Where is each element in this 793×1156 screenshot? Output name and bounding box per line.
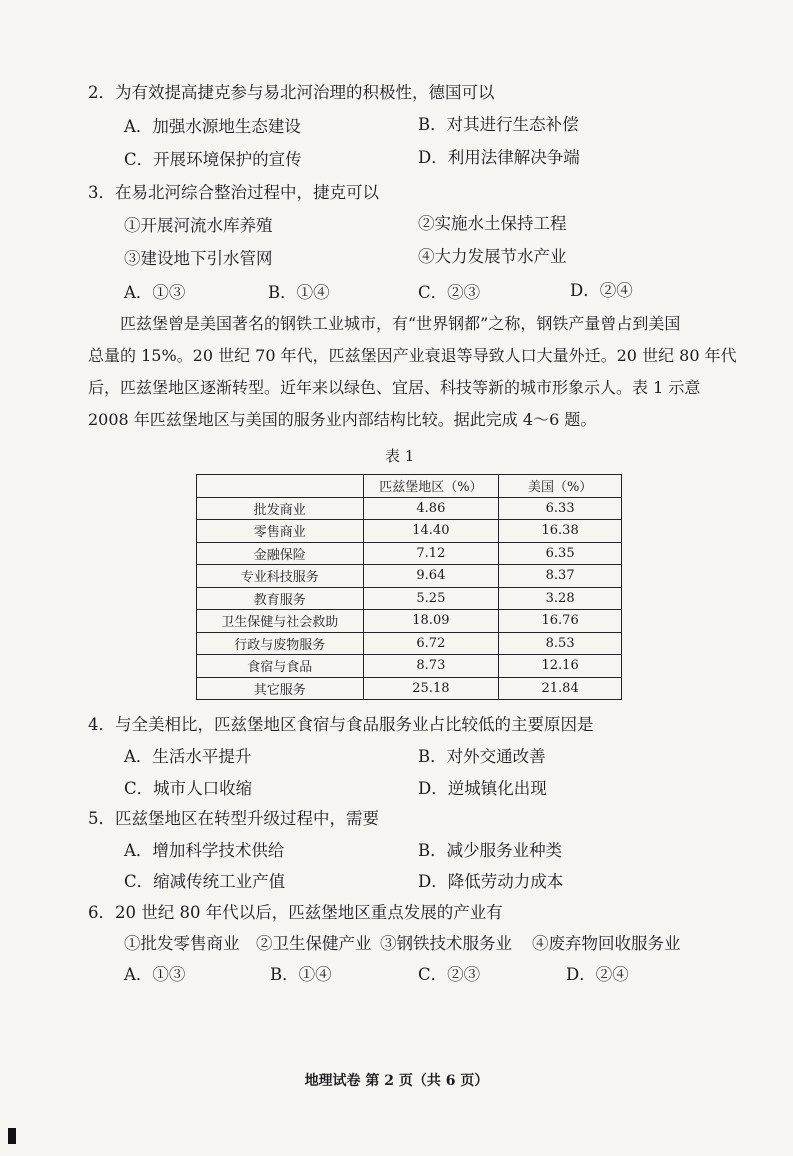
passage-line-2: 总量的 15%。20 世纪 70 年代，匹兹堡因产业衰退等导致人口大量外迁。20 世纪 80 年代	[88, 346, 737, 365]
table-cell-usa: 8.37	[499, 565, 622, 588]
table-cell-category: 教育服务	[197, 587, 364, 610]
q4-option-b: B．对外交通改善	[418, 747, 546, 766]
table-cell-category: 金融保险	[197, 542, 364, 565]
q4-option-d: D．逆城镇化出现	[418, 779, 547, 798]
q3-item-2: ②实施水土保持工程	[418, 214, 567, 233]
table-row	[197, 565, 622, 588]
q6-item-2: ②卫生保健产业	[256, 934, 372, 953]
q6-option-c: C．②③	[418, 965, 481, 984]
table-cell-pittsburgh: 14.40	[363, 520, 499, 543]
passage-line-3: 后，匹兹堡地区逐渐转型。近年来以绿色、宜居、科技等新的城市形象示人。表 1 示意	[88, 378, 701, 397]
q5-stem: 5．匹兹堡地区在转型升级过程中，需要	[88, 809, 379, 828]
q6-option-a: A．①③	[124, 965, 186, 984]
table-header-row	[197, 475, 622, 498]
table-caption: 表 1	[385, 447, 415, 465]
table-cell-pittsburgh: 7.12	[363, 542, 499, 565]
table-cell-pittsburgh: 5.25	[363, 587, 499, 610]
table-cell-pittsburgh: 25.18	[363, 677, 499, 700]
table-cell-usa: 6.33	[499, 497, 622, 520]
table-cell-usa: 16.38	[499, 520, 622, 543]
passage-line-4: 2008 年匹兹堡地区与美国的服务业内部结构比较。据此完成 4～6 题。	[88, 410, 597, 429]
passage-line-1: 匹兹堡曾是美国著名的钢铁工业城市，有“世界钢都”之称，钢铁产量曾占到美国	[120, 314, 681, 333]
table-row	[197, 587, 622, 610]
table-cell-category: 零售商业	[197, 520, 364, 543]
q3-option-d: D．②④	[570, 281, 633, 300]
table-row	[197, 610, 622, 633]
q3-option-c: C．②③	[418, 283, 481, 302]
q3-option-b: B．①④	[268, 283, 330, 302]
q3-item-1: ①开展河流水库养殖	[124, 216, 273, 235]
q6-item-3: ③钢铁技术服务业	[380, 934, 512, 953]
table-cell-pittsburgh: 4.86	[363, 497, 499, 520]
q5-option-b: B．减少服务业种类	[418, 841, 563, 860]
table-cell-pittsburgh: 18.09	[363, 610, 499, 633]
table-cell-category: 行政与废物服务	[197, 632, 364, 655]
q3-item-3: ③建设地下引水管网	[124, 249, 273, 268]
q6-item-4: ④废弃物回收服务业	[532, 934, 681, 953]
table-row	[197, 520, 622, 543]
table-cell-usa: 8.53	[499, 632, 622, 655]
table-row	[197, 655, 622, 678]
table-cell-category: 其它服务	[197, 677, 364, 700]
table-cell-usa: 6.35	[499, 542, 622, 565]
q6-option-b: B．①④	[270, 965, 332, 984]
table-cell-category: 食宿与食品	[197, 655, 364, 678]
q6-stem: 6．20 世纪 80 年代以后，匹兹堡地区重点发展的产业有	[88, 903, 503, 922]
q3-stem: 3．在易北河综合整治过程中，捷克可以	[88, 183, 379, 202]
header-usa: 美国（%）	[499, 475, 622, 498]
table-cell-category: 批发商业	[197, 497, 364, 520]
service-structure-table	[196, 474, 622, 700]
table-row	[197, 542, 622, 565]
table-cell-category: 卫生保健与社会救助	[197, 610, 364, 633]
q5-option-a: A．增加科学技术供给	[124, 841, 285, 860]
table-cell-pittsburgh: 6.72	[363, 632, 499, 655]
q2-option-c: C．开展环境保护的宣传	[124, 150, 302, 169]
q2-option-a: A．加强水源地生态建设	[124, 117, 301, 136]
scan-edge-mark	[8, 1128, 16, 1144]
table-row	[197, 632, 622, 655]
table-cell-usa: 3.28	[499, 587, 622, 610]
q3-item-4: ④大力发展节水产业	[418, 247, 567, 266]
q3-option-a: A．①③	[124, 283, 186, 302]
table-cell-usa: 21.84	[499, 677, 622, 700]
q4-option-c: C．城市人口收缩	[124, 779, 253, 798]
q2-option-b: B．对其进行生态补偿	[418, 115, 579, 134]
q4-stem: 4．与全美相比，匹兹堡地区食宿与食品服务业占比较低的主要原因是	[88, 715, 594, 734]
q5-option-d: D．降低劳动力成本	[418, 872, 564, 891]
table-cell-usa: 16.76	[499, 610, 622, 633]
q6-option-d: D．②④	[566, 965, 629, 984]
q2-option-d: D．利用法律解决争端	[418, 148, 580, 167]
table-cell-pittsburgh: 9.64	[363, 565, 499, 588]
header-pittsburgh: 匹兹堡地区（%）	[363, 475, 499, 498]
table-row	[197, 677, 622, 700]
header-blank	[197, 475, 364, 498]
page-footer: 地理试卷 第 2 页（共 6 页）	[304, 1073, 489, 1089]
q4-option-a: A．生活水平提升	[124, 747, 252, 766]
q5-option-c: C．缩减传统工业产值	[124, 872, 286, 891]
q6-item-1: ①批发零售商业	[124, 934, 240, 953]
table-cell-usa: 12.16	[499, 655, 622, 678]
table-cell-category: 专业科技服务	[197, 565, 364, 588]
q2-stem: 2．为有效提高捷克参与易北河治理的积极性，德国可以	[88, 83, 495, 102]
table-row	[197, 497, 622, 520]
table-cell-pittsburgh: 8.73	[363, 655, 499, 678]
